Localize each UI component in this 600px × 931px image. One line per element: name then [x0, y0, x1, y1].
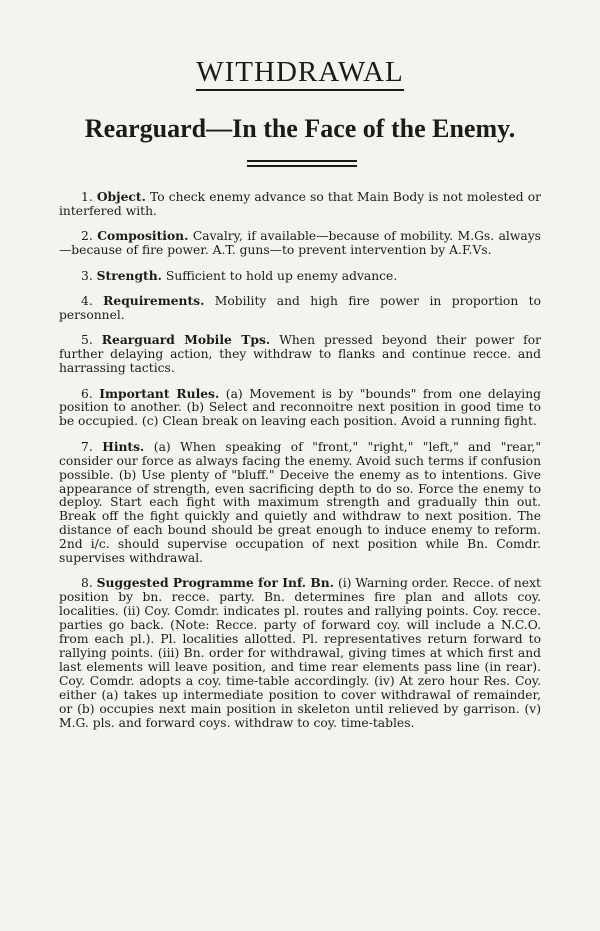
section-heading: Strength.: [96, 267, 162, 283]
page-title-text: WITHDRAWAL: [196, 56, 403, 91]
section-text: Sufficient to hold up enemy advance.: [165, 268, 398, 283]
section-text: (i) Warning order. Recce. of next position by bn. recce. party. Bn. determines fire plan and allots coy. localities. (ii) Coy. Comdr. indicates pl. routes and rallying points. Coy. recce. parties go back. (Note: Recce. party of forward coy. will include a N.C.O. from each pl.). Pl. localities allotted. Pl. representatives return forward to rallying points. (iii) Bn. order for withdrawal, giving times at which first and last elements will leave position, and time rear elements pass line (in rear). Coy. Comdr. adopts a coy. time-table accordingly. (iv) At zero hour Res. Coy. either (a) takes up intermediate position to cover withdrawal of remainder, or (b) occupies next main position in skeleton until relieved by garrison. (v) M.G. pls. and forward coys. withdraw to coy. time-tables.: [59, 576, 541, 730]
section-text: When pressed beyond their power for further delaying action, they withdraw to flanks and continue recce. and harrassing tactics.: [59, 333, 541, 376]
section-heading: Composition.: [97, 228, 189, 244]
section-number: 7.: [81, 439, 93, 454]
section-text: Cavalry, if available—because of mobility. M.Gs. always—because of fire power. A.T. guns—to prevent intervention by A.F.Vs.: [59, 229, 541, 258]
section-number: 6.: [81, 386, 93, 401]
double-rule-bottom: [247, 165, 357, 167]
section-important-rules: [59, 387, 541, 430]
section-heading: Important Rules.: [99, 385, 220, 401]
section-number: 2.: [81, 229, 93, 244]
section-requirements: [59, 294, 541, 323]
page-title: [0, 56, 600, 89]
section-rearguard-mobile-tps: [59, 333, 541, 376]
section-heading: Suggested Programme for Inf. Bn.: [96, 575, 334, 591]
document-body: [59, 190, 541, 741]
section-suggested-programme: [59, 576, 541, 730]
section-heading: Requirements.: [103, 293, 205, 309]
section-number: 5.: [81, 333, 93, 348]
section-composition: [59, 229, 541, 258]
double-rule-top: [247, 160, 357, 162]
section-text: (a) Movement is by "bounds" from one delaying position to another. (b) Select and reconnoitre next position in good time to be occupied. (c) Clean break on leaving each position. Avoid a running fight.: [59, 386, 542, 429]
section-text: Mobility and high fire power in proportion to personnel.: [59, 294, 541, 322]
section-text: (a) When speaking of "front," "right," "left," and "rear," consider our force as always facing the enemy. Avoid such terms if confusion possible. (b) Use plenty of "bluff." Deceive the enemy as to intentions. Give appearance of strength, even sacrificing depth to do so. Force the enemy to deploy. Start each fight with maximum strength and gradually thin out. Break off the fight quickly and quietly and withdraw to next position. The distance of each bound should be great enough to induce enemy to reform. 2nd i/c. should supervise occupation of next position while Bn. Comdr. supervises withdrawal.: [59, 439, 541, 566]
section-number: 4.: [81, 294, 93, 309]
section-heading: Hints.: [102, 438, 145, 454]
page-subtitle: Rearguard—In the Face of the Enemy.: [84, 114, 516, 143]
section-heading: Object.: [96, 189, 146, 204]
section-object: [59, 190, 541, 219]
section-heading: Rearguard Mobile Tps.: [101, 332, 271, 348]
section-number: 1.: [81, 190, 93, 204]
section-number: 8.: [81, 576, 93, 591]
section-number: 3.: [81, 268, 93, 283]
section-strength: [59, 269, 541, 284]
section-text: To check enemy advance so that Main Body is not molested or interfered with.: [59, 190, 541, 218]
section-hints: [59, 440, 541, 566]
